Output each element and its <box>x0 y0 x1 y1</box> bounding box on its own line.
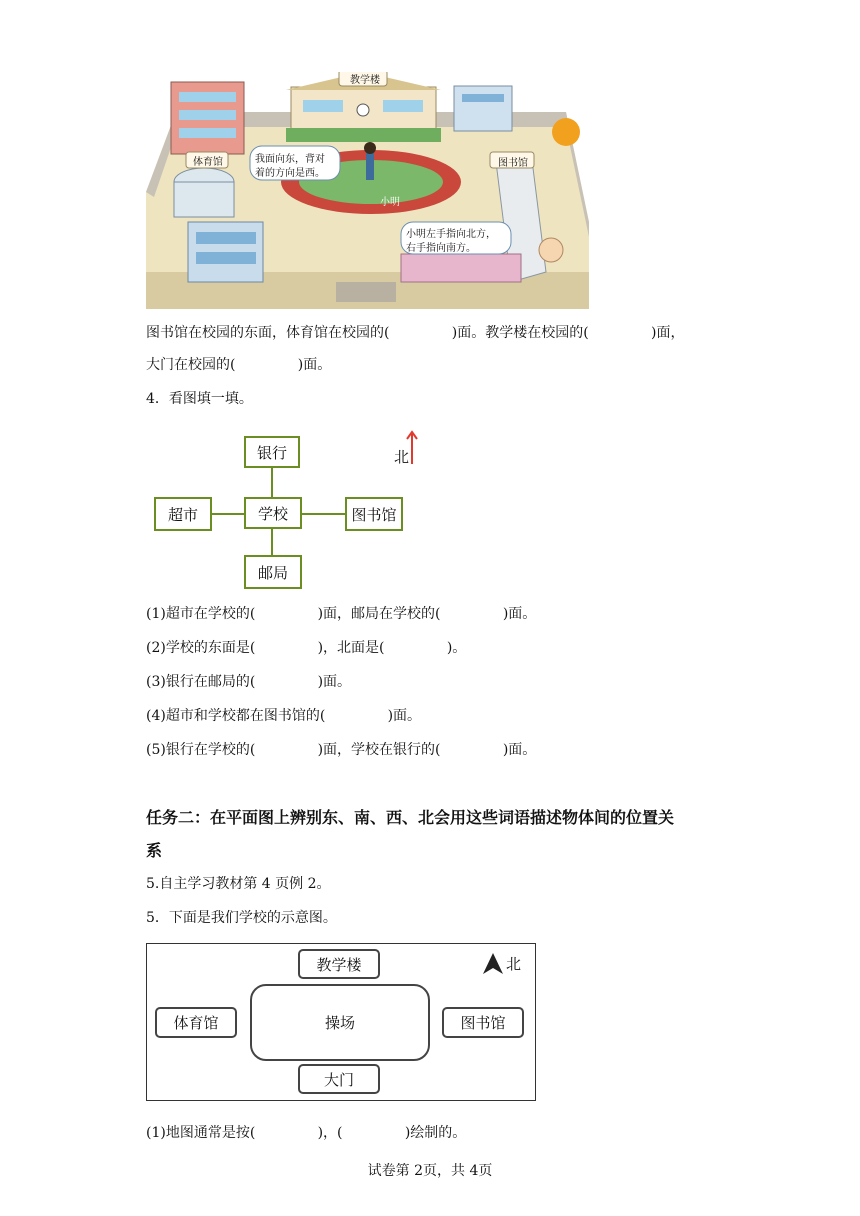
bubble-right-line1: 小明左手指向北方， <box>406 229 496 240</box>
illus-label-teaching-building: 教学楼 <box>350 75 380 86</box>
map-box-bank: 银行 <box>244 436 300 468</box>
school-map-gate: 大门 <box>298 1064 380 1094</box>
map-box-supermarket: 超市 <box>154 497 212 531</box>
illus-label-gym: 体育馆 <box>193 157 223 168</box>
north-label-q4: 北 <box>394 448 410 466</box>
illus-label-student: 小明 <box>380 197 400 208</box>
map-box-school: 学校 <box>244 497 302 529</box>
q5-question-1: (1)地图通常是按( )，( )绘制的。 <box>146 1125 467 1141</box>
q4-title: 4．看图填一填。 <box>146 391 253 407</box>
q4-question-1: (1)超市在学校的( )面，邮局在学校的( )面。 <box>146 606 537 622</box>
school-map-playground: 操场 <box>250 984 430 1061</box>
connector-school-post <box>271 527 273 555</box>
map-box-post-office: 邮局 <box>244 555 302 589</box>
q4-question-4: (4)超市和学校都在图书馆的( )面。 <box>146 708 422 724</box>
campus-illustration <box>146 72 589 309</box>
school-map-library: 图书馆 <box>442 1007 524 1038</box>
bubble-right-line2: 右手指向南方。 <box>406 243 476 254</box>
page-footer: 试卷第 2页，共 4页 <box>367 1163 493 1179</box>
school-map-gym: 体育馆 <box>155 1007 237 1038</box>
compass-north-icon <box>482 952 504 976</box>
task2-heading-line1: 任务二：在平面图上辨别东、南、西、北会用这些词语描述物体间的位置关 <box>146 808 675 827</box>
map-box-library: 图书馆 <box>345 497 403 531</box>
bubble-left-line2: 着的方向是西。 <box>255 168 325 179</box>
q4-question-5: (5)银行在学校的( )面，学校在银行的( )面。 <box>146 742 537 758</box>
q4-question-3: (3)银行在邮局的( )面。 <box>146 674 352 690</box>
bubble-left-line1: 我面向东，背对 <box>255 154 325 165</box>
task2-item-1: 5.自主学习教材第 4 页例 2。 <box>146 876 331 892</box>
connector-market-school <box>210 513 245 515</box>
connector-school-library <box>300 513 345 515</box>
connector-bank-school <box>271 466 273 497</box>
q3-line-2: 大门在校园的( )面。 <box>146 357 332 373</box>
north-arrow-icon <box>406 430 418 466</box>
north-label-q5: 北 <box>506 955 522 973</box>
task2-item-2: 5．下面是我们学校的示意图。 <box>146 910 337 926</box>
q4-question-2: (2)学校的东面是( )，北面是( )。 <box>146 640 467 656</box>
school-map-teaching-building: 教学楼 <box>298 949 380 979</box>
illus-label-library: 图书馆 <box>498 158 528 169</box>
q3-line-1: 图书馆在校园的东面，体育馆在校园的( )面。教学楼在校园的( )面， <box>146 325 685 341</box>
task2-heading-line2: 系 <box>146 841 163 860</box>
